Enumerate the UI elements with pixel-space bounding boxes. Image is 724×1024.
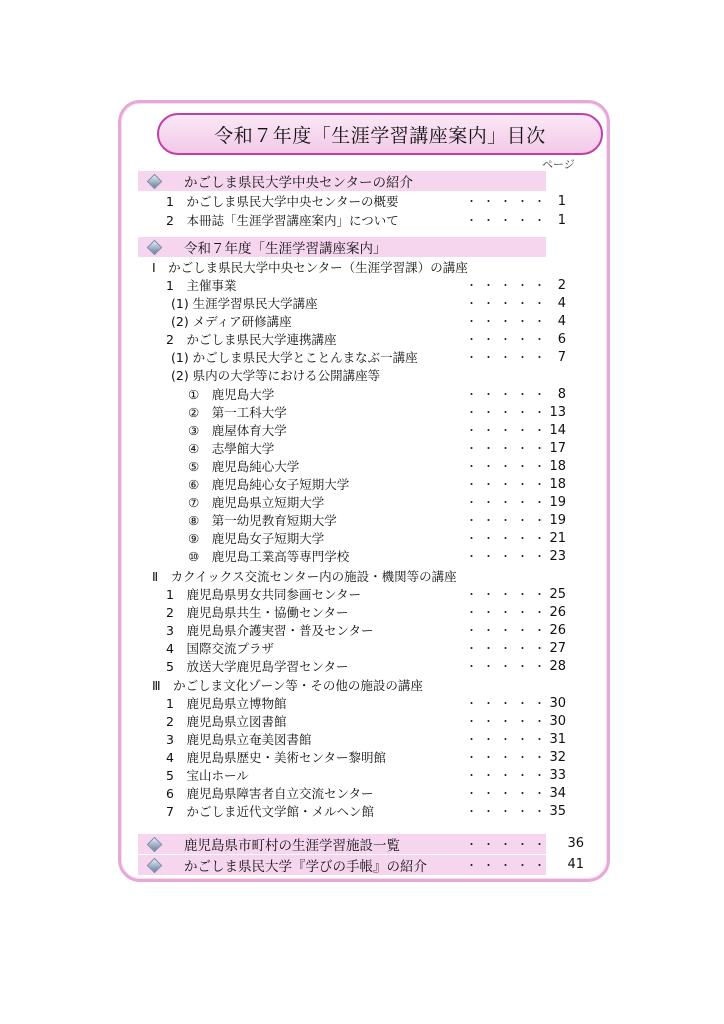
toc-entry-text: (2) メディア研修講座 [171,314,292,329]
leader-dots: ・・・・・ [466,715,551,728]
toc-entry-text: 5 放送大学鹿児島学習センター [166,659,349,674]
toc-heading[interactable] [0,568,724,586]
toc-entry-text: 2 かごしま県民大学連携講座 [166,332,337,347]
toc-entry-page: 18 [549,477,566,492]
leader-dots: ・・・・・ [466,424,551,437]
section-page: 41 [567,857,584,872]
diamond-bullet-icon [147,836,163,852]
toc-entry[interactable] [0,530,724,548]
toc-entry[interactable] [0,622,724,640]
toc-entry-text: Ⅰ かごしま県民大学中央センター（生涯学習課）の講座 [152,260,468,275]
toc-entry-page: 35 [549,804,566,819]
section-page: 36 [567,836,584,851]
toc-entry[interactable] [0,640,724,658]
toc-entry[interactable] [0,767,724,785]
toc-entry[interactable] [0,404,724,422]
toc-entry-page: 33 [549,768,566,783]
toc-entry-page: 26 [549,605,566,620]
toc-entry-page: 17 [549,441,566,456]
leader-dots: ・・・・・ [466,496,551,509]
page-title [157,113,603,155]
toc-entry[interactable] [0,695,724,713]
toc-entry[interactable] [0,277,724,295]
toc-entry-page: 19 [549,495,566,510]
toc-entry-page: 28 [549,659,566,674]
toc-entry-page: 2 [557,278,566,293]
leader-dots: ・・・・・ [466,624,551,637]
leader-dots: ・・・・・ [466,478,551,491]
toc-entry-page: 23 [549,549,566,564]
leader-dots: ・・・・・ [466,195,551,208]
diamond-bullet-icon [147,239,163,255]
toc-entry-text: ④ 志學館大学 [188,441,275,456]
toc-entry-text: 2 鹿児島県共生・協働センター [166,605,349,620]
section-label: かごしま県民大学中央センターの紹介 [184,175,413,191]
page-column-label: ページ [542,158,575,171]
toc-entry-page: 25 [549,587,566,602]
toc-entry[interactable] [0,803,724,821]
toc-entry-page: 8 [557,387,566,402]
toc-entry-page: 6 [557,332,566,347]
toc-entry-text: ⑩ 鹿児島工業高等専門学校 [188,549,350,564]
toc-entry-page: 31 [549,732,566,747]
toc-entry-text: (1) 生涯学習県民大学講座 [171,296,318,311]
section-label: かごしま県民大学『学びの手帳』の紹介 [184,859,427,875]
toc-entry-page: 1 [557,213,566,228]
toc-entry[interactable] [0,422,724,440]
toc-entry-page: 27 [549,641,566,656]
toc-entry[interactable] [0,658,724,676]
leader-dots: ・・・・・ [466,442,551,455]
toc-entry-page: 4 [557,296,566,311]
leader-dots: ・・・・・ [466,805,551,818]
toc-entry-page: 14 [549,423,566,438]
leader-dots: ・・・・・ [466,279,551,292]
toc-entry-text: 4 鹿児島県歴史・美術センター黎明館 [166,750,386,765]
toc-entry[interactable] [0,512,724,530]
toc-entry[interactable] [0,731,724,749]
toc-entry-text: ⑤ 鹿児島純心大学 [188,459,300,474]
leader-dots: ・・・・・ [466,787,551,800]
leader-dots: ・・・・・ [466,214,551,227]
toc-entry-page: 21 [549,531,566,546]
leader-dots: ・・・・・ [466,642,551,655]
toc-entry-text: 3 鹿児島県立奄美図書館 [166,732,312,747]
toc-entry-text: 3 鹿児島県介護実習・普及センター [166,623,374,638]
toc-entry-text: 1 主催事業 [166,278,237,293]
toc-entry-page: 26 [549,623,566,638]
toc-entry-text: ① 鹿児島大学 [188,387,275,402]
toc-entry-text: 5 宝山ホール [166,768,249,783]
toc-entry[interactable] [0,494,724,512]
toc-entry-text: 6 鹿児島県障害者自立交流センター [166,786,374,801]
toc-entry-page: 4 [557,314,566,329]
toc-entry[interactable] [0,476,724,494]
toc-entry[interactable] [0,749,724,767]
section-band-courses[interactable] [138,237,546,257]
toc-entry[interactable] [0,440,724,458]
toc-entry-page: 18 [549,459,566,474]
leader-dots: ・・・・・ [466,532,551,545]
diamond-bullet-icon [147,173,163,189]
leader-dots: ・・・・・ [466,697,551,710]
section-band-facilities[interactable] [138,834,584,854]
section-label: 鹿児島県市町村の生涯学習施設一覧 [184,838,400,854]
section-label: 令和７年度「生涯学習講座案内」 [184,241,387,257]
toc-entry-text: 7 かごしま近代文学館・メルヘン館 [166,804,374,819]
leader-dots: ・・・・・ [466,769,551,782]
toc-entry-page: 30 [549,696,566,711]
toc-heading[interactable] [0,677,724,695]
toc-entry[interactable] [0,548,724,566]
toc-entry[interactable] [0,604,724,622]
toc-entry-page: 32 [549,750,566,765]
leader-dots: ・・・・・ [466,406,551,419]
leader-dots: ・・・・・ [466,588,551,601]
diamond-bullet-icon [147,857,163,873]
toc-entry-text: (1) かごしま県民大学とことんまなぶ一講座 [171,350,418,365]
toc-entry-text: ⑧ 第一幼児教育短期大学 [188,513,337,528]
leader-dots: ・・・・・ [466,297,551,310]
toc-entry-text: 1 鹿児島県立博物館 [166,696,287,711]
toc-entry[interactable] [0,212,724,230]
toc-entry[interactable] [0,295,724,313]
toc-entry[interactable] [0,713,724,731]
toc-entry[interactable] [0,193,724,211]
toc-entry-text: ⑨ 鹿児島女子短期大学 [188,531,325,546]
toc-entry-text: 1 かごしま県民大学中央センターの概要 [166,194,399,209]
toc-entry[interactable] [0,313,724,331]
toc-entry[interactable] [0,785,724,803]
toc-heading[interactable] [0,367,724,385]
leader-dots: ・・・・・ [466,606,551,619]
toc-entry-page: 30 [549,714,566,729]
toc-entry[interactable] [0,586,724,604]
toc-entry[interactable] [0,349,724,367]
leader-dots: ・・・・・ [466,859,551,872]
toc-entry-text: 2 鹿児島県立図書館 [166,714,287,729]
toc-heading[interactable] [0,259,724,277]
toc-entry[interactable] [0,458,724,476]
leader-dots: ・・・・・ [466,660,551,673]
leader-dots: ・・・・・ [466,751,551,764]
toc-entry-page: 13 [549,405,566,420]
toc-entry-text: Ⅱ カクイックス交流センター内の施設・機関等の講座 [152,569,457,584]
leader-dots: ・・・・・ [466,460,551,473]
title-text: 令和７年度「生涯学習講座案内」目次 [214,124,546,147]
toc-entry-text: ③ 鹿屋体育大学 [188,423,287,438]
toc-entry-text: 4 国際交流プラザ [166,641,274,656]
toc-entry-text: ② 第一工科大学 [188,405,287,420]
toc-entry-text: (2) 県内の大学等における公開講座等 [171,368,381,383]
leader-dots: ・・・・・ [466,333,551,346]
section-band-notebook[interactable] [138,855,584,875]
toc-entry-page: 1 [557,194,566,209]
toc-entry-text: Ⅲ かごしま文化ゾーン等・その他の施設の講座 [152,678,423,693]
toc-entry-page: 19 [549,513,566,528]
section-band-intro[interactable] [138,171,546,191]
leader-dots: ・・・・・ [466,315,551,328]
toc-entry-text: ⑦ 鹿児島県立短期大学 [188,495,325,510]
toc-entry[interactable] [0,331,724,349]
leader-dots: ・・・・・ [466,388,551,401]
toc-entry-page: 7 [557,350,566,365]
leader-dots: ・・・・・ [466,838,551,851]
toc-entry-text: 1 鹿児島県男女共同参画センター [166,587,361,602]
toc-entry[interactable] [0,386,724,404]
leader-dots: ・・・・・ [466,733,551,746]
leader-dots: ・・・・・ [466,514,551,527]
toc-entry-text: ⑥ 鹿児島純心女子短期大学 [188,477,350,492]
toc-entry-page: 34 [549,786,566,801]
toc-entry-text: 2 本冊誌「生涯学習講座案内」について [166,213,399,228]
leader-dots: ・・・・・ [466,550,551,563]
leader-dots: ・・・・・ [466,351,551,364]
